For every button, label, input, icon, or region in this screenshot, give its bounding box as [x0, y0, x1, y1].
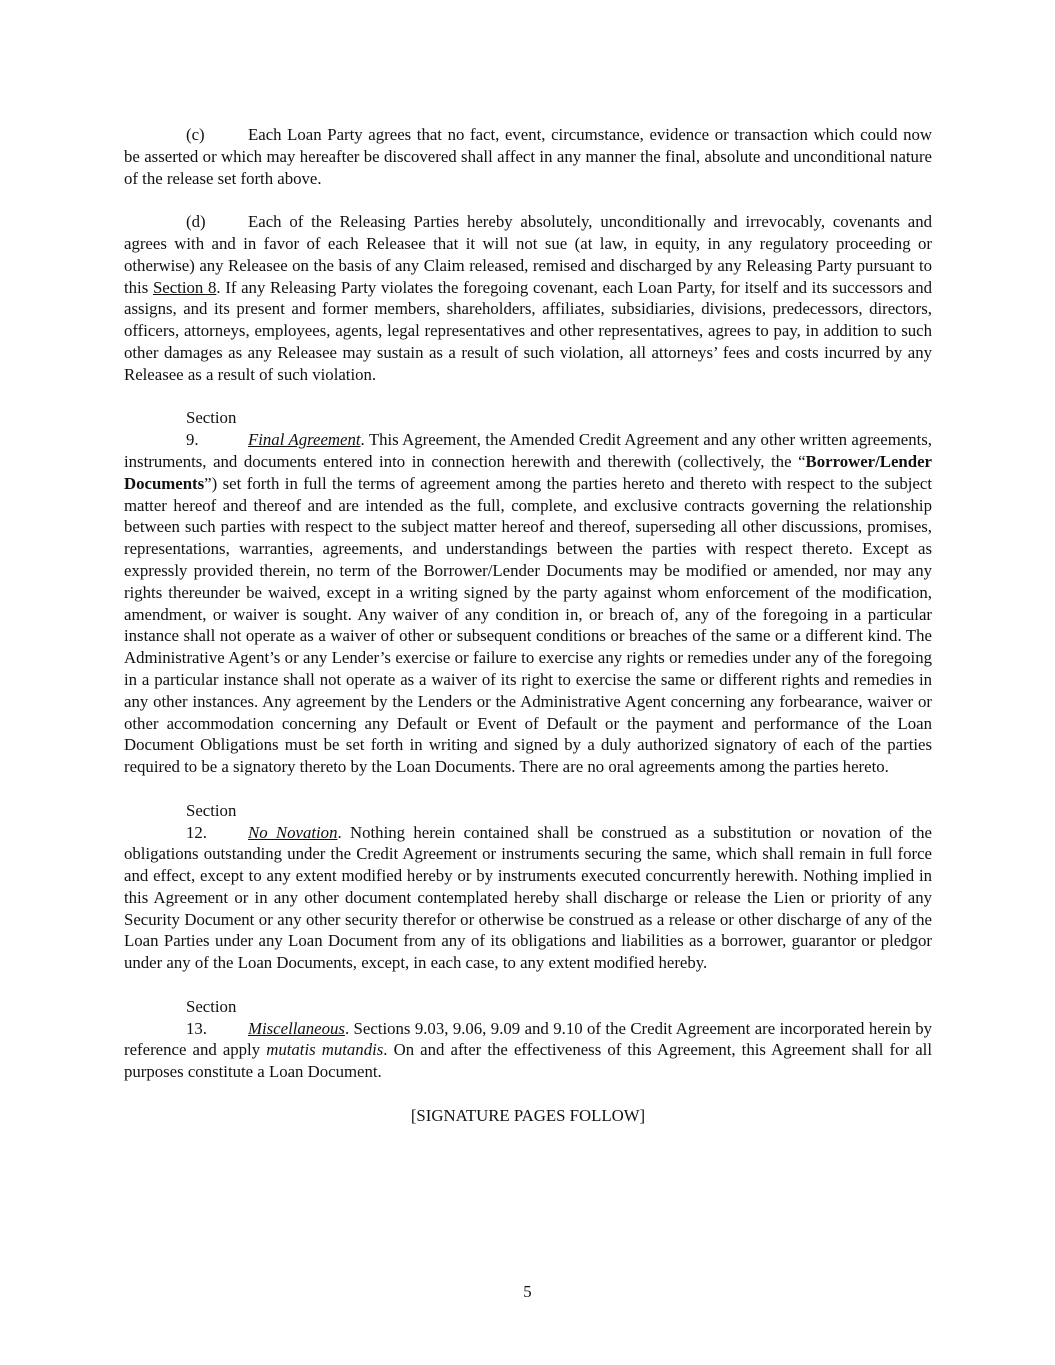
- paragraph-d: [124, 211, 932, 385]
- section-heading: Miscellaneous: [248, 1018, 345, 1038]
- signature-pages-note: [SIGNATURE PAGES FOLLOW]: [410, 1105, 646, 1125]
- section-heading: Final Agreement: [248, 430, 361, 450]
- section-text: . Sections 9.03, 9.06, 9.09 and 9.10 of the Credit Agreement are incorporated herein by reference and apply: [124, 1018, 932, 1060]
- section-8-reference: Section 8: [152, 277, 217, 297]
- section-13: [124, 996, 932, 1083]
- paragraph-label: (d): [186, 212, 206, 232]
- section-12: [124, 800, 932, 974]
- paragraph-text: Each of the Releasing Parties hereby absolutely, unconditionally and irrevocably, covenants and agrees with and in favor of each Releasee that it will not sue (at law, in equity, in any regulatory proceeding or otherwise) any Releasee on the basis of any Claim released, remised and discharged by any Releasing Party pursuant to this: [124, 212, 932, 297]
- paragraph-label: (c): [186, 125, 205, 144]
- document-page: [124, 124, 932, 1127]
- latin-phrase: mutatis mutandis: [266, 1040, 384, 1060]
- page-number: 5: [523, 1282, 532, 1301]
- section-text: ”) set forth in full the terms of agreement among the parties hereto and thereto with respect to the subject matter hereof and thereof and are intended as the full, complete, and exclusive contracts governing the relationship between such parties with respect to the subject matter hereof and thereof, superseding all other discussions, promises, representations, warranties, agreements, and understandings between the parties with respect thereto. Except as expressly provided therein, no term of the Borrower/Lender Documents may be modified or amended, nor may any rights thereunder be waived, except in a writing signed by the party against whom enforcement of the modification, amendment, or waiver is sought. Any waiver of any condition in, or breach of, any of the foregoing in a particular instance shall not operate as a waiver of other or subsequent conditions or breaches of the same or a different kind. The Administrative Agent’s or any Lender’s exercise or failure to exercise any rights or remedies under any of the foregoing in a particular instance shall not operate as a waiver of its right to exercise the same or different rights and remedies in any other instances. Any agreement by the Lenders or the Administrative Agent concerning any forbearance, waiver or other accommodation concerning any Default or Event of Default or the payment and performance of the Loan Document Obligations must be set forth in writing and signed by a duly authorized signatory of each of the parties required to be a signatory thereto by the Loan Documents. There are no oral agreements among the parties hereto.: [124, 473, 932, 777]
- section-heading: No Novation: [248, 822, 338, 842]
- section-label: Section 12.: [186, 800, 237, 842]
- section-text: . Nothing herein contained shall be construed as a substitution or novation of the obligations outstanding under the Credit Agreement or instruments securing the same, which shall remain in full force and effect, except to any extent modified hereby or by instruments executed concurrently herewith. Nothing implied in this Agreement or in any other document contemplated hereby shall discharge or release the Lien or priority of any Security Document or any other security therefor or otherwise be construed as a release or other discharge of any of the Loan Parties under any Loan Document from any of its obligations and liabilities as a borrower, guarantor or pledgor under any of the Loan Documents, except, in each case, to any extent modified hereby.: [124, 822, 932, 973]
- section-text: . This Agreement, the Amended Credit Agreement and any other written agreements, instruments, and documents entered into in connection herewith and therewith (collectively, the “: [124, 430, 932, 471]
- section-label: Section 9.: [186, 408, 237, 450]
- paragraph-c: [124, 124, 932, 189]
- paragraph-text: . If any Releasing Party violates the foregoing covenant, each Loan Party, for itself and its successors and assigns, and its present and former members, shareholders, affiliates, subsidiaries, divisions, predecessors, directors, officers, attorneys, employees, agents, legal representatives and other representatives, agrees to pay, in addition to such other damages as any Releasee may sustain as a result of such violation, all attorneys’ fees and costs incurred by any Releasee as a result of such violation.: [124, 277, 932, 384]
- section-text: . On and after the effectiveness of this Agreement, this Agreement shall for all purposes constitute a Loan Document.: [124, 1040, 932, 1082]
- defined-term: Borrower/Lender Documents: [124, 451, 932, 493]
- section-9: [124, 407, 932, 778]
- paragraph-text: Each Loan Party agrees that no fact, event, circumstance, evidence or transaction which could now be asserted or which may hereafter be discovered shall affect in any manner the final, absolute and unconditional nature of the release set forth above.: [124, 125, 932, 188]
- section-label: Section 13.: [186, 996, 237, 1038]
